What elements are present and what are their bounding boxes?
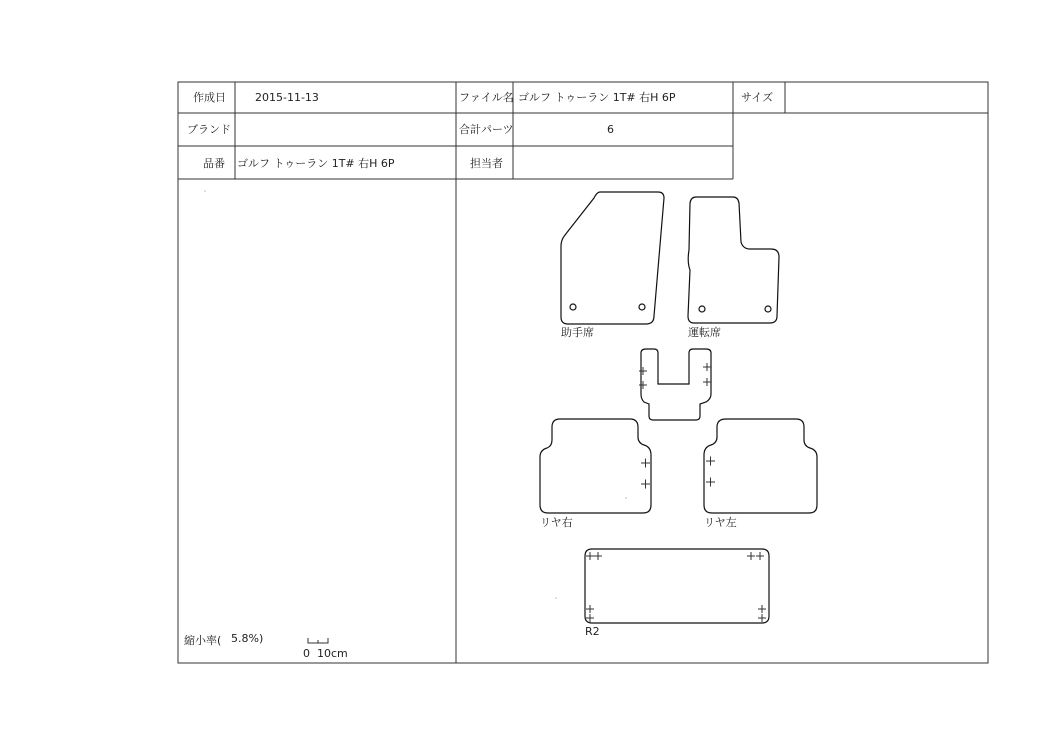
r2-mat-outline — [585, 549, 769, 623]
total-parts-label: 合計パーツ — [459, 123, 514, 136]
size-label: サイズ — [741, 91, 774, 104]
created-date-value: 2015-11-13 — [255, 91, 319, 104]
rear-left-mat-outline — [704, 419, 817, 513]
total-parts-value: 6 — [607, 123, 614, 136]
scale-ruler — [308, 638, 328, 643]
passenger-mat-outline — [561, 192, 664, 324]
filename-label: ファイル名 — [459, 91, 514, 104]
tunnel-mat-outline — [641, 349, 711, 420]
product-code-label: 品番 — [203, 157, 225, 170]
scale-label: 縮小率( — [184, 634, 222, 647]
scale-value: 5.8%) — [231, 632, 264, 645]
driver-mat-outline — [688, 197, 779, 323]
person-in-charge-label: 担当者 — [470, 157, 503, 170]
brand-label: ブランド — [187, 123, 231, 136]
passenger-seat-label: 助手席 — [561, 326, 594, 339]
product-code-value: ゴルフ トゥーラン 1T# 右H 6P — [237, 157, 395, 170]
created-date-label: 作成日 — [193, 91, 226, 104]
rear-right-mat-outline — [540, 419, 651, 513]
driver-seat-label: 運転席 — [688, 326, 721, 339]
rear-right-label: リヤ右 — [540, 516, 573, 529]
rear-left-label: リヤ左 — [704, 516, 737, 529]
scale-ruler-label: 0 10cm — [303, 647, 348, 660]
plus-marks — [586, 363, 766, 622]
filename-value: ゴルフ トゥーラン 1T# 右H 6P — [518, 91, 676, 104]
r2-label: R2 — [585, 625, 600, 638]
